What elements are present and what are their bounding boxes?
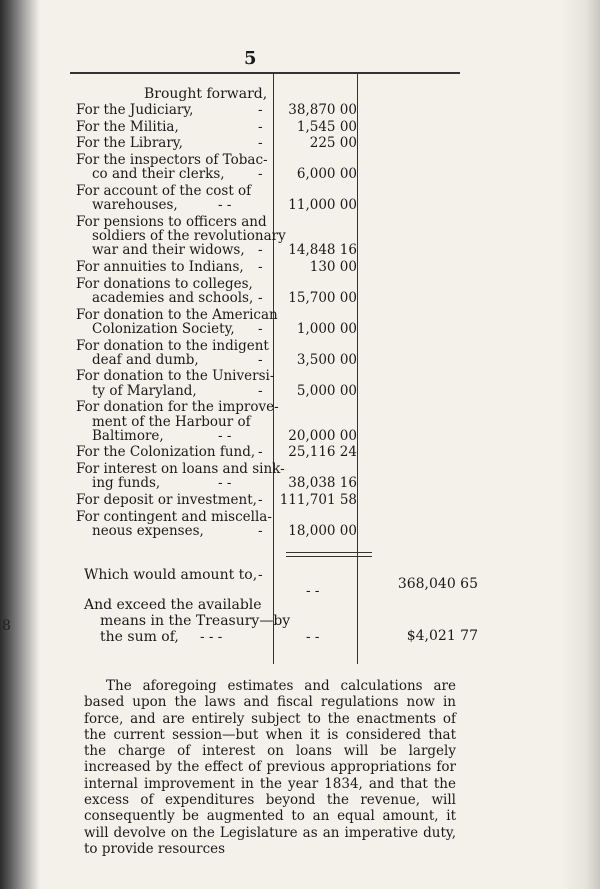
- row-label-line: Baltimore,: [92, 427, 164, 444]
- margin-number: 8: [2, 618, 11, 634]
- table-top-rule: [70, 72, 460, 74]
- row-label-line: war and their widows,: [92, 242, 245, 259]
- paragraph-text: The aforegoing estimates and calculations are based upon the laws and fiscal regulations now in force, and are entirely subject to the enactments of the current session—but when it is considered that the charge of interest on loans will be largely increased by the effect of previous appropriations for internal improvement in the year 1834, and that the excess of expenditures beyond the revenue, will consequently be augmented to an equal amount, it will devolve on the Legislature as an imperative duty, to provide resources: [84, 678, 456, 857]
- row-label-line: For deposit or investment,: [76, 492, 257, 508]
- total-amount: $4,021 77: [406, 628, 478, 644]
- row-label-line: For donations to colleges,: [76, 275, 253, 292]
- row-amount: 14,848 16: [288, 242, 357, 259]
- row-amount: 225 00: [309, 135, 357, 152]
- row-leader-dash: -: [258, 259, 263, 275]
- row-leader-dash: -: [258, 351, 263, 368]
- row-label-line: For the Judiciary,: [76, 102, 194, 118]
- row-label-line: soldiers of the revolutionary: [92, 228, 286, 245]
- row-amount: 5,000 00: [296, 382, 357, 399]
- column-rule-right: [357, 74, 358, 664]
- row-amount: 3,500 00: [296, 351, 357, 368]
- row-label-line: For the inspectors of Tobac-: [76, 152, 268, 169]
- closing-paragraph: [84, 678, 456, 857]
- subtotal-rule: [286, 552, 372, 553]
- page-edge-shadow: [560, 0, 600, 889]
- row-label-line: For donation to the American: [76, 306, 278, 323]
- total-label-line: means in the Treasury—by: [100, 613, 291, 629]
- row-leader-dash: -: [258, 522, 263, 539]
- row-label-line: For donation for the improve-: [76, 399, 279, 416]
- row-leader-dash: -: [258, 492, 263, 508]
- row-label-line: For annuities to Indians,: [76, 259, 244, 275]
- row-label-line: warehouses,: [92, 197, 178, 214]
- total-label-line: Which would amount to,: [84, 567, 258, 583]
- page-number: 5: [244, 48, 257, 69]
- row-label-line: neous expenses,: [92, 522, 204, 539]
- row-leader-dash: -: [258, 242, 263, 259]
- row-label-line: ty of Maryland,: [92, 382, 197, 399]
- row-label-line: For account of the cost of: [76, 183, 252, 199]
- row-label-line: For interest on loans and sink-: [76, 461, 285, 478]
- row-leader-dash: -: [258, 118, 263, 135]
- column-dashes: - -: [306, 583, 320, 599]
- row-label-line: deaf and dumb,: [92, 351, 199, 368]
- row-leader-dash: -: [258, 166, 263, 183]
- row-leader-dash: - -: [218, 475, 232, 492]
- row-amount: 18,000 00: [288, 522, 357, 539]
- row-label-line: Colonization Society,: [92, 320, 235, 337]
- row-amount: 38,038 16: [288, 475, 357, 492]
- row-label-line: ment of the Harbour of: [92, 413, 251, 430]
- total-amount: 368,040 65: [397, 576, 478, 592]
- row-leader-dash: -: [258, 444, 263, 461]
- row-amount: 38,870 00: [288, 102, 357, 118]
- row-leader-dash: -: [258, 382, 263, 399]
- row-leader-dash: - -: [218, 427, 232, 444]
- row-leader-dash: -: [258, 289, 263, 306]
- row-leader-dash: -: [258, 320, 263, 337]
- row-amount: 6,000 00: [296, 166, 357, 183]
- row-leader-dash: -: [258, 135, 263, 152]
- row-amount: 20,000 00: [288, 427, 357, 444]
- row-amount: 15,700 00: [288, 289, 357, 306]
- total-label-line: the sum of,: [100, 629, 179, 645]
- row-amount: 130 00: [309, 259, 357, 275]
- column-dashes: - -: [306, 629, 320, 645]
- row-label-line: For the Militia,: [76, 118, 179, 135]
- book-binding-shadow: [0, 0, 40, 889]
- row-label-line: For the Library,: [76, 135, 183, 152]
- row-leader-dash: - -: [218, 197, 232, 214]
- subtotal-rule-2: [286, 556, 372, 557]
- row-label-line: co and their clerks,: [92, 166, 225, 183]
- row-leader-dash: -: [258, 102, 263, 118]
- row-label-line: ing funds,: [92, 475, 161, 492]
- row-amount: 1,545 00: [296, 118, 357, 135]
- total-leader-dash: -: [258, 567, 263, 583]
- row-label-line: For contingent and miscella-: [76, 508, 272, 525]
- row-label-line: For donation to the Universi-: [76, 368, 275, 385]
- brought-forward-heading: Brought forward,: [144, 86, 268, 102]
- total-leader-dash: - - -: [200, 629, 223, 645]
- row-label-line: For pensions to officers and: [76, 213, 267, 230]
- row-amount: 11,000 00: [288, 197, 357, 214]
- row-label-line: For the Colonization fund,: [76, 444, 256, 461]
- total-label-line: And exceed the available: [84, 597, 262, 613]
- row-label-line: academies and schools,: [92, 289, 254, 306]
- row-amount: 1,000 00: [296, 320, 357, 337]
- row-amount: 25,116 24: [288, 444, 357, 461]
- row-amount: 111,701 58: [279, 492, 357, 508]
- row-label-line: For donation to the indigent: [76, 337, 269, 354]
